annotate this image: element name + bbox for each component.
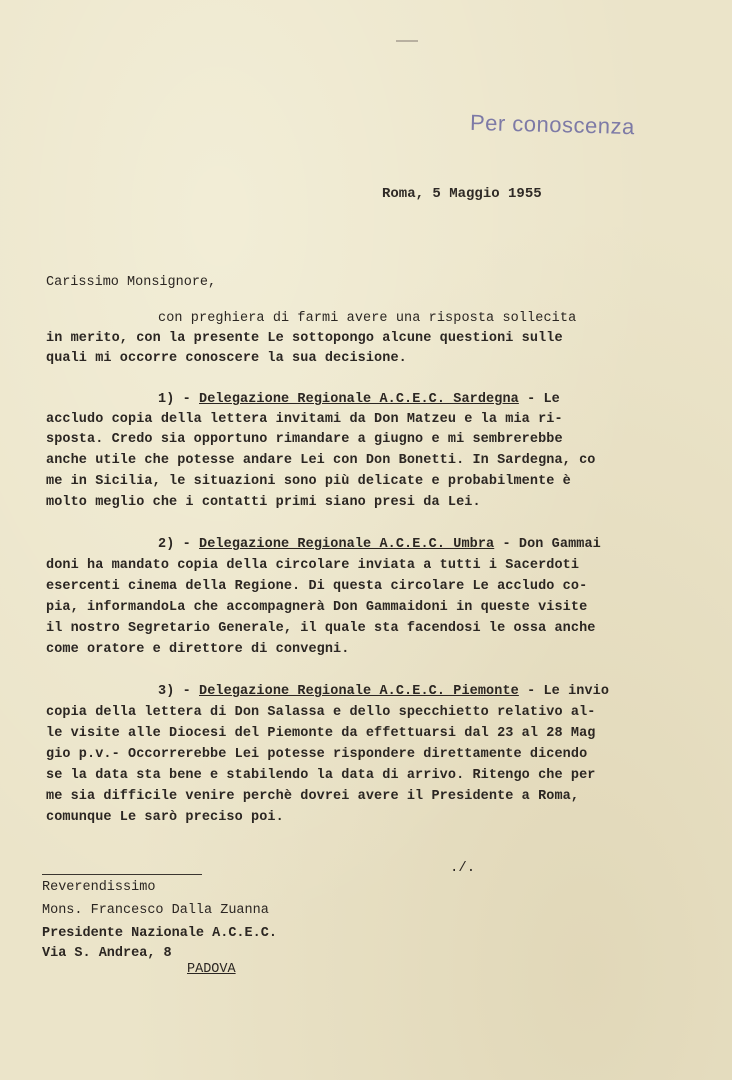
item-2-first-line [158, 537, 601, 552]
item-3-line: copia della lettera di Don Salassa e dello specchietto relativo al- [46, 705, 596, 720]
item-number: 2) - [158, 537, 200, 552]
item-1-heading: Delegazione Regionale A.C.E.C. Sardegna [199, 392, 519, 407]
item-2-line: pia, informandoLa che accompagnerà Don Gammaidoni in queste visite [46, 600, 588, 615]
intro-line: in merito, con la presente Le sottopongo alcune questioni sulle [46, 331, 563, 346]
item-3-line: me sia difficile venire perchè dovrei avere il Presidente a Roma, [46, 789, 580, 804]
intro-line: con preghiera di farmi avere una risposta sollecita [158, 311, 577, 326]
conoscenza-stamp: Per conoscenza [469, 109, 636, 140]
item-3-first-line [158, 684, 609, 699]
item-1-first-line [158, 392, 560, 407]
item-1-line: molto meglio che i contatti primi siano presi da Lei. [46, 495, 481, 510]
divider [42, 874, 202, 875]
paper-mark [396, 40, 418, 42]
item-3-line: le visite alle Diocesi del Piemonte da effettuarsi dal 23 al 28 Mag [46, 726, 596, 741]
item-3-line: se la data sta bene e stabilendo la data di arrivo. Ritengo che per [46, 768, 596, 783]
item-2-line: come oratore e direttore di convegni. [46, 642, 350, 657]
addressee-name: Mons. Francesco Dalla Zuanna [42, 903, 269, 918]
item-2-line: doni ha mandato copia della circolare inviata a tutti i Sacerdoti [46, 558, 580, 573]
item-1-line: sposta. Credo sia opportuno rimandare a giugno e mi sembrerebbe [46, 432, 563, 447]
letter-date: Roma, 5 Maggio 1955 [382, 186, 542, 202]
intro-line: quali mi occorre conoscere la sua decisione. [46, 351, 407, 366]
addressee-city: PADOVA [187, 962, 236, 977]
addressee-street: Via S. Andrea, 8 [42, 946, 172, 961]
item-3-line: gio p.v.- Occorrerebbe Lei potesse rispondere direttamente dicendo [46, 747, 588, 762]
addressee-role: Presidente Nazionale A.C.E.C. [42, 926, 277, 941]
item-1-line: anche utile che potesse andare Lei con Don Bonetti. In Sardegna, co [46, 453, 596, 468]
addressee-honorific: Reverendissimo [42, 880, 156, 895]
item-2-heading: Delegazione Regionale A.C.E.C. Umbra [199, 537, 495, 552]
continuation-mark: ./. [450, 860, 476, 876]
item-1-line: me in Sicilia, le situazioni sono più delicate e probabilmente è [46, 474, 571, 489]
item-number: 1) - [158, 392, 200, 407]
item-2-line: il nostro Segretario Generale, il quale sta facendosi le ossa anche [46, 621, 596, 636]
item-first-tail: - Don Gammai [494, 537, 601, 552]
item-first-tail: - Le [518, 392, 560, 407]
item-number: 3) - [158, 684, 200, 699]
item-3-line: comunque Le sarò preciso poi. [46, 810, 284, 825]
item-1-line: accludo copia della lettera invitami da Don Matzeu e la mia ri- [46, 412, 563, 427]
item-3-heading: Delegazione Regionale A.C.E.C. Piemonte [199, 684, 519, 699]
item-2-line: esercenti cinema della Regione. Di questa circolare Le accludo co- [46, 579, 588, 594]
salutation: Carissimo Monsignore, [46, 275, 217, 290]
item-first-tail: - Le invio [518, 684, 610, 699]
